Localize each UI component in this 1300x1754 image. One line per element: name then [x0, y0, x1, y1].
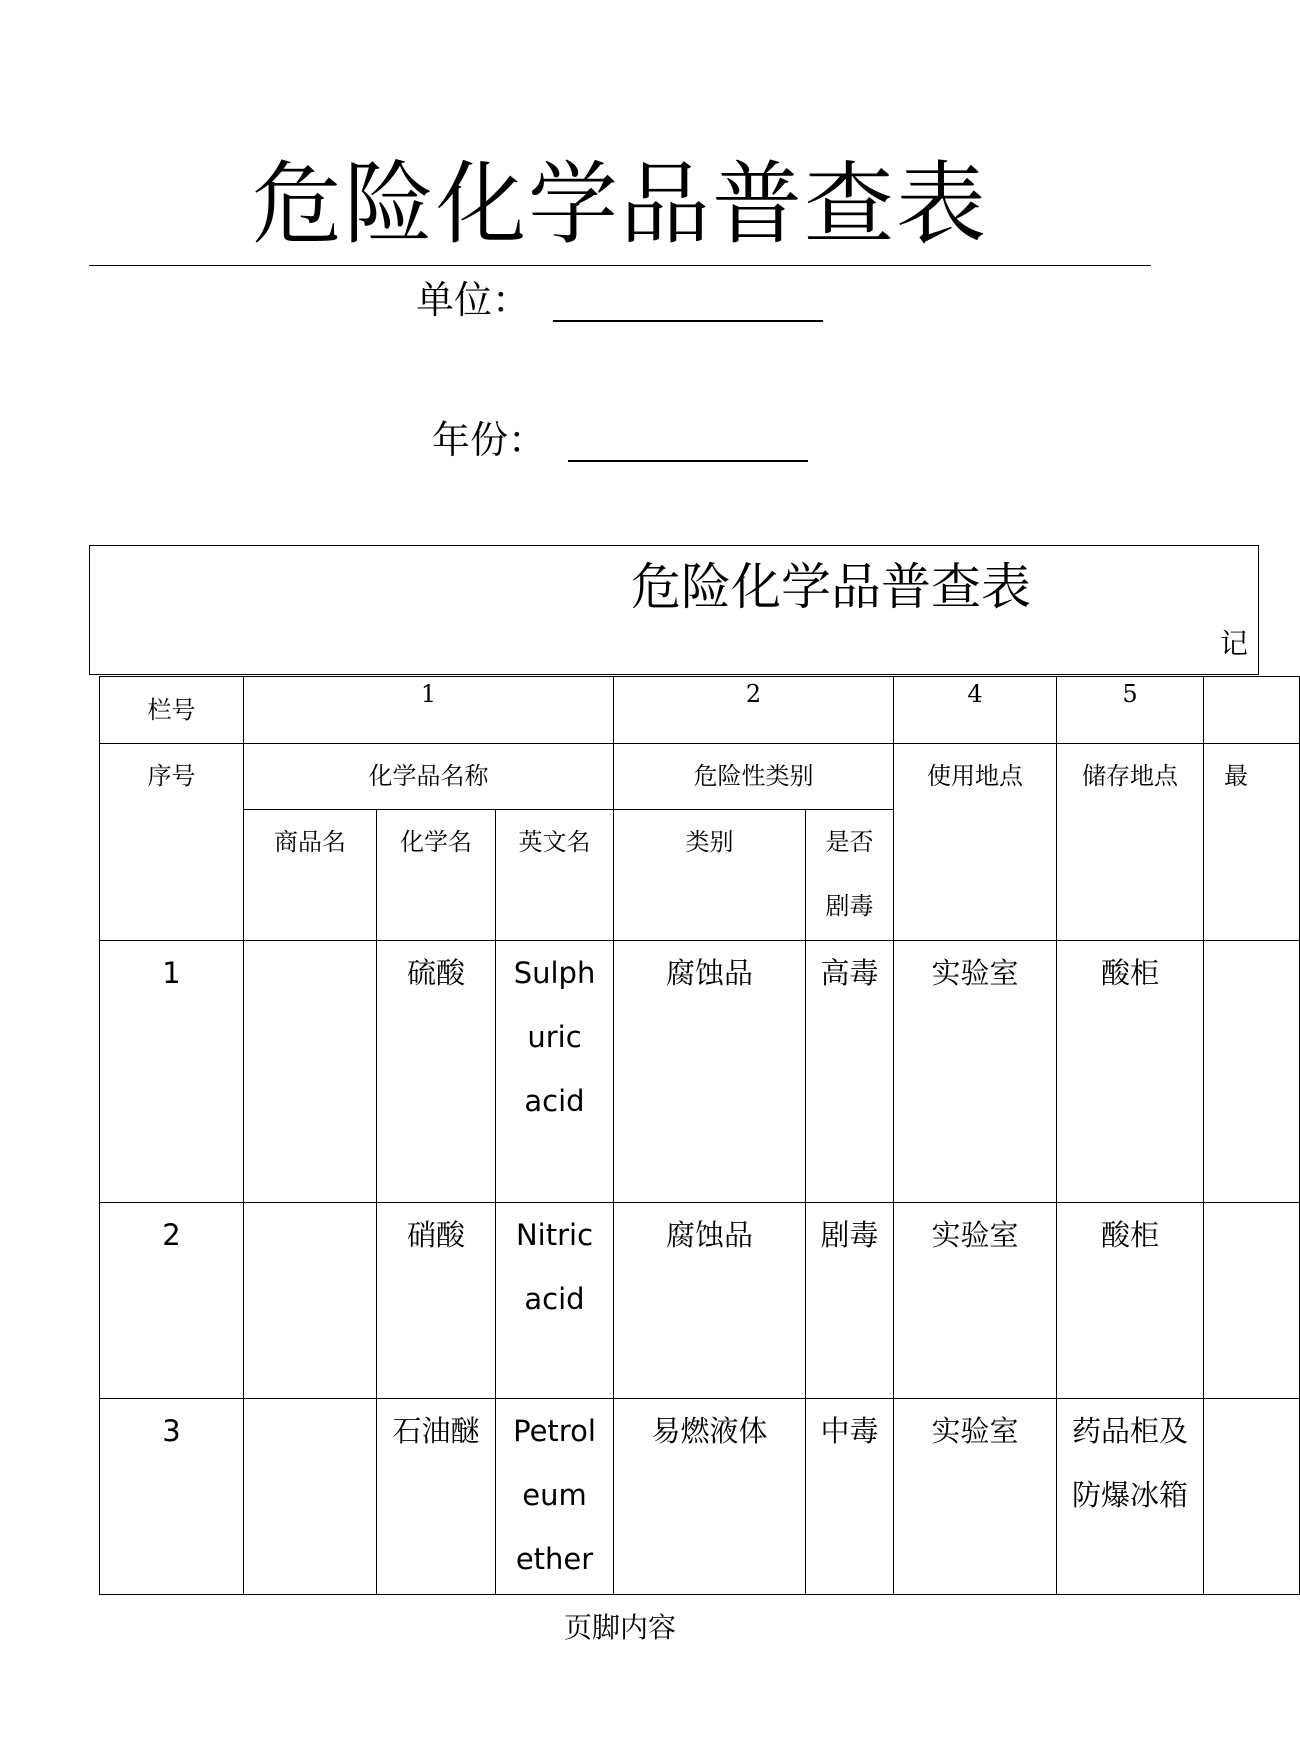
category-cell: 易燃液体 [614, 1399, 806, 1595]
year-label: 年份： [432, 418, 547, 462]
english-name-line: uric [527, 1020, 582, 1054]
column-number-cell-partial [1204, 677, 1300, 744]
english-name-line: ether [515, 1542, 594, 1576]
highly-toxic-header-line-2: 剧毒 [825, 892, 874, 920]
column-number-2: 2 [614, 677, 894, 744]
trade-name-cell [244, 1399, 377, 1595]
column-number-row [100, 677, 1300, 744]
trade-name-header: 商品名 [244, 810, 377, 941]
use-location-cell: 实验室 [894, 941, 1057, 1203]
use-location-header: 使用地点 [894, 744, 1057, 941]
category-cell: 腐蚀品 [614, 1203, 806, 1399]
table-header-box [89, 545, 1259, 675]
serial-cell: 3 [100, 1399, 244, 1595]
column-number-label: 栏号 [100, 677, 244, 744]
table-row [100, 1203, 1300, 1399]
partial-column-header: 最 [1204, 744, 1300, 941]
storage-location-line: 酸柜 [1101, 1218, 1160, 1252]
storage-location-cell [1057, 1399, 1204, 1595]
partial-cell [1204, 1399, 1300, 1595]
column-number-4: 4 [894, 677, 1057, 744]
storage-location-line: 酸柜 [1101, 956, 1160, 990]
english-name-line: acid [524, 1282, 585, 1316]
unit-label: 单位： [416, 278, 531, 322]
column-number-5: 5 [1057, 677, 1204, 744]
storage-location-header: 储存地点 [1057, 744, 1204, 941]
english-name-cell [496, 1399, 614, 1595]
use-location-cell: 实验室 [894, 1203, 1057, 1399]
table-row [100, 941, 1300, 1203]
serial-cell: 1 [100, 941, 244, 1203]
use-location-cell: 实验室 [894, 1399, 1057, 1595]
page-title: 危险化学品普查表 [252, 152, 988, 257]
partial-cell [1204, 1203, 1300, 1399]
hazard-category-group-header: 危险性类别 [614, 744, 894, 810]
title-divider [89, 265, 1151, 266]
header-row-1 [100, 744, 1300, 810]
chemical-name-cell: 硝酸 [377, 1203, 496, 1399]
english-name-header: 英文名 [496, 810, 614, 941]
column-number-1: 1 [244, 677, 614, 744]
highly-toxic-header [806, 810, 894, 941]
chemical-name-group-header: 化学品名称 [244, 744, 614, 810]
chemical-name-header: 化学名 [377, 810, 496, 941]
page-footer: 页脚内容 [563, 1611, 676, 1644]
english-name-line: eum [522, 1478, 587, 1512]
partial-cell [1204, 941, 1300, 1203]
toxicity-cell: 剧毒 [806, 1203, 894, 1399]
english-name-cell [496, 1203, 614, 1399]
table-title: 危险化学品普查表 [631, 558, 1031, 616]
unit-input-line[interactable] [553, 320, 823, 322]
serial-cell: 2 [100, 1203, 244, 1399]
trade-name-cell [244, 1203, 377, 1399]
storage-location-line: 防爆冰箱 [1072, 1478, 1189, 1512]
english-name-line: Petrol [513, 1414, 596, 1448]
english-name-line: acid [524, 1084, 585, 1118]
category-cell: 腐蚀品 [614, 941, 806, 1203]
year-input-line[interactable] [568, 460, 808, 462]
chemical-name-cell: 石油醚 [377, 1399, 496, 1595]
serial-header: 序号 [100, 744, 244, 941]
toxicity-cell: 高毒 [806, 941, 894, 1203]
storage-location-line: 药品柜及 [1072, 1414, 1189, 1448]
storage-location-cell [1057, 941, 1204, 1203]
storage-location-cell [1057, 1203, 1204, 1399]
category-header: 类别 [614, 810, 806, 941]
highly-toxic-header-line-1: 是否 [825, 828, 874, 856]
english-name-cell [496, 941, 614, 1203]
table-row [100, 1399, 1300, 1595]
toxicity-cell: 中毒 [806, 1399, 894, 1595]
chemical-name-cell: 硫酸 [377, 941, 496, 1203]
trade-name-cell [244, 941, 377, 1203]
record-label-partial: 记 [1220, 627, 1249, 660]
chemical-survey-table [99, 676, 1259, 1592]
english-name-line: Sulph [513, 956, 596, 990]
english-name-line: Nitric [515, 1218, 594, 1252]
